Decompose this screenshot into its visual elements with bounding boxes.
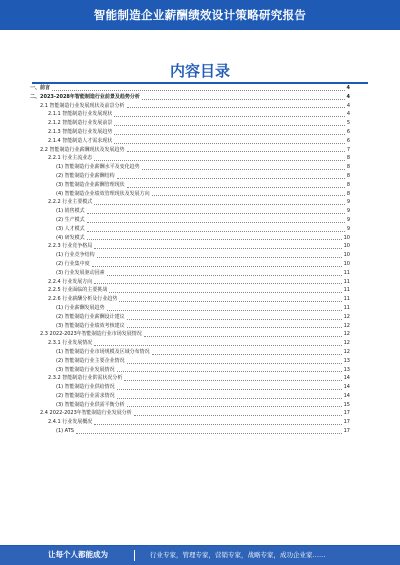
toc-leader-dots	[127, 327, 342, 328]
toc-entry[interactable]	[30, 348, 350, 357]
toc-leader-dots	[117, 398, 342, 399]
toc-entry-label: 2.1.2 智能制造行业发展前景	[48, 120, 113, 127]
toc-entry[interactable]	[30, 418, 350, 427]
toc-leader-dots	[76, 433, 342, 434]
toc-entry-page: 9	[346, 225, 350, 232]
toc-leader-dots	[97, 257, 342, 258]
toc-entry-label: (1) ATS	[56, 428, 74, 435]
toc-entry[interactable]	[30, 269, 350, 278]
toc-entry-label: (3) 智能制造行业供需平衡分析	[56, 401, 125, 408]
toc-entry-label: (2) 智能制造行业薪酬结构	[56, 172, 115, 179]
toc-entry-label: (1) 智能制造行业薪酬水平及变化趋势	[56, 164, 140, 171]
toc-entry-label: 2.1 智能制造行业发展现状及前景分析	[40, 102, 125, 109]
toc-entry-page: 9	[346, 216, 350, 223]
toc-leader-dots	[52, 90, 345, 91]
toc-entry-page: 4	[346, 102, 350, 109]
toc-leader-dots	[107, 275, 342, 276]
toc-entry[interactable]	[30, 374, 350, 383]
toc-entry[interactable]	[30, 190, 350, 199]
toc-leader-dots	[127, 107, 345, 108]
toc-entry[interactable]	[30, 225, 350, 234]
toc-entry-page: 11	[343, 287, 350, 294]
toc-leader-dots	[124, 380, 341, 381]
toc-entry-label: (1) 销售模式	[56, 208, 85, 215]
toc-leader-dots	[87, 239, 342, 240]
toc-entry-page: 17	[343, 419, 350, 426]
toc-entry-page: 15	[343, 401, 350, 408]
toc-entry[interactable]	[30, 154, 350, 163]
toc-entry[interactable]	[30, 181, 350, 190]
table-of-contents	[30, 84, 350, 436]
toc-entry-page: 4	[346, 93, 350, 100]
toc-entry-page: 13	[343, 366, 350, 373]
toc-entry-label: (3) 智能制造行业绩效考核建议	[56, 322, 125, 329]
toc-entry-label: (2) 智能制造行业需求情况	[56, 392, 115, 399]
toc-leader-dots	[92, 266, 342, 267]
toc-entry-page: 10	[343, 252, 350, 259]
toc-entry-page: 8	[346, 164, 350, 171]
toc-entry-page: 13	[343, 357, 350, 364]
toc-entry-page: 4	[346, 111, 350, 118]
toc-entry-label: 2.2.4 行业发展方向	[48, 278, 93, 285]
footer-separator	[134, 550, 135, 561]
toc-entry[interactable]	[30, 313, 350, 322]
toc-entry-page: 11	[343, 296, 350, 303]
toc-leader-dots	[127, 187, 345, 188]
toc-entry[interactable]	[30, 251, 350, 260]
toc-leader-dots	[107, 310, 342, 311]
toc-leader-dots	[127, 151, 345, 152]
toc-leader-dots	[134, 415, 342, 416]
toc-leader-dots	[117, 389, 342, 390]
toc-entry-page: 9	[346, 199, 350, 206]
toc-leader-dots	[87, 222, 345, 223]
toc-entry-page: 11	[343, 304, 350, 311]
toc-leader-dots	[94, 345, 341, 346]
toc-entry-label: (3) 人才模式	[56, 225, 85, 232]
toc-leader-dots	[114, 116, 344, 117]
toc-entry-page: 8	[346, 155, 350, 162]
toc-entry[interactable]	[30, 383, 350, 392]
toc-entry-page: 8	[346, 190, 350, 197]
toc-entry[interactable]	[30, 260, 350, 269]
toc-entry[interactable]	[30, 110, 350, 119]
toc-entry-label: 2.1.3 智能制造行业发展趋势	[48, 128, 113, 135]
toc-entry-label: 一、前言	[30, 85, 51, 91]
toc-entry-label: (4) 智能制造企业绩效管理现状及发展方向	[56, 190, 150, 197]
toc-entry-label: 2.1.4 智能制造人才需求现状	[48, 137, 113, 144]
toc-entry[interactable]	[30, 242, 350, 251]
toc-entry-page: 10	[343, 243, 350, 250]
toc-entry-page: 5	[346, 120, 350, 127]
toc-entry[interactable]	[30, 216, 350, 225]
toc-entry-label: 2.2 智能制造行业薪酬现状及发展趋势	[40, 146, 125, 153]
toc-entry[interactable]	[30, 357, 350, 366]
footer-tagline: 行业专家，管理专家，营销专家，战略专家，成功企业家……	[150, 551, 326, 559]
toc-entry-page: 10	[343, 234, 350, 241]
toc-entry[interactable]	[30, 102, 350, 111]
toc-leader-dots	[127, 319, 342, 320]
toc-entry[interactable]	[30, 366, 350, 375]
toc-entry-label: (2) 智能制造行业薪酬设计建议	[56, 313, 125, 320]
toc-entry-page: 7	[346, 146, 350, 153]
toc-entry[interactable]	[30, 392, 350, 401]
toc-entry-page: 12	[343, 331, 350, 338]
toc-entry[interactable]	[30, 304, 350, 313]
toc-entry-page: 8	[346, 181, 350, 188]
toc-entry-page: 14	[343, 375, 350, 382]
toc-entry[interactable]	[30, 409, 350, 418]
toc-entry[interactable]	[30, 286, 350, 295]
toc-entry-label: 2.2.1 行业主流业态	[48, 155, 93, 162]
toc-leader-dots	[94, 424, 341, 425]
toc-entry-page: 12	[343, 322, 350, 329]
toc-leader-dots	[119, 301, 341, 302]
toc-entry-label: (3) 智能制造行业发展情况	[56, 366, 115, 373]
toc-entry[interactable]	[30, 93, 350, 102]
toc-leader-dots	[142, 169, 345, 170]
toc-entry[interactable]	[30, 207, 350, 216]
report-header	[0, 0, 400, 30]
footer-slogan: 让每个人都能成为	[48, 550, 108, 559]
toc-entry[interactable]	[30, 146, 350, 155]
toc-entry[interactable]	[30, 401, 350, 410]
toc-leader-dots	[94, 204, 345, 205]
report-title: 智能制造企业薪酬绩效设计策略研究报告	[93, 8, 307, 22]
toc-entry-label: (2) 生产模式	[56, 216, 85, 223]
toc-entry-label: 2.1.1 智能制造行业发展现状	[48, 111, 113, 118]
toc-entry-label: (1) 智能制造行业市场规模及区域分布情况	[56, 348, 150, 355]
toc-entry-label: 二、2023-2028年智能制造行业前景及趋势分析	[30, 93, 140, 100]
toc-entry-label: (1) 行业竞争结构	[56, 252, 95, 259]
toc-entry-label: (2) 行业集中度	[56, 260, 90, 267]
toc-entry-page: 6	[346, 128, 350, 135]
toc-leader-dots	[87, 213, 345, 214]
toc-entry[interactable]	[30, 295, 350, 304]
toc-entry-page: 11	[343, 278, 350, 285]
toc-entry-page: 8	[346, 172, 350, 179]
toc-entry-page: 17	[343, 410, 350, 417]
toc-entry-label: (4) 研发模式	[56, 234, 85, 241]
toc-entry[interactable]	[30, 128, 350, 137]
toc-entry-page: 10	[343, 260, 350, 267]
toc-entry-label: (1) 行业薪酬发展趋势	[56, 304, 105, 311]
toc-entry-page: 14	[343, 384, 350, 391]
toc-entry[interactable]	[30, 163, 350, 172]
toc-heading: 内容目录	[169, 62, 230, 80]
toc-entry[interactable]	[30, 119, 350, 128]
toc-entry[interactable]	[30, 172, 350, 181]
toc-entry-label: 2.3.2 智能制造行业供需状况分析	[48, 375, 123, 382]
toc-entry-label: (3) 智能制造企业薪酬管理现状	[56, 181, 125, 188]
toc-entry[interactable]	[30, 330, 350, 339]
toc-leader-dots	[152, 354, 342, 355]
toc-leader-dots	[144, 336, 342, 337]
toc-leader-dots	[94, 283, 341, 284]
toc-leader-dots	[127, 406, 342, 407]
toc-leader-dots	[114, 125, 344, 126]
toc-entry-page: 11	[343, 269, 350, 276]
toc-leader-dots	[94, 160, 345, 161]
toc-entry-page: 14	[343, 392, 350, 399]
toc-entry-page: 4	[346, 85, 350, 91]
toc-entry[interactable]	[30, 322, 350, 331]
toc-entry-page: 12	[343, 313, 350, 320]
toc-leader-dots	[152, 195, 345, 196]
toc-leader-dots	[109, 292, 341, 293]
toc-entry[interactable]	[30, 198, 350, 207]
toc-entry[interactable]	[30, 427, 350, 436]
toc-entry[interactable]	[30, 137, 350, 146]
toc-entry[interactable]	[30, 84, 350, 93]
toc-leader-dots	[114, 143, 344, 144]
toc-leader-dots	[127, 363, 342, 364]
toc-entry-label: 2.2.5 行业面临的主要挑战	[48, 287, 108, 294]
toc-entry-page: 9	[346, 208, 350, 215]
page-footer	[0, 546, 400, 565]
toc-entry-label: 2.3 2022-2023年智能制造行业市场发展情况	[40, 331, 142, 338]
toc-entry-page: 6	[346, 137, 350, 144]
toc-entry[interactable]	[30, 234, 350, 243]
toc-leader-dots	[114, 134, 344, 135]
toc-entry[interactable]	[30, 339, 350, 348]
toc-entry-page: 12	[343, 340, 350, 347]
toc-leader-dots	[142, 99, 345, 100]
toc-entry-label: 2.2.6 行业薪酬分析及行业趋势	[48, 296, 118, 303]
toc-entry-label: (1) 智能制造行业供给情况	[56, 384, 115, 391]
toc-leader-dots	[94, 248, 341, 249]
toc-entry-label: (2) 智能制造行业主要企业情况	[56, 357, 125, 364]
toc-leader-dots	[117, 178, 345, 179]
toc-leader-dots	[87, 231, 345, 232]
toc-entry-label: 2.4.1 行业发展概况	[48, 419, 93, 426]
toc-entry[interactable]	[30, 278, 350, 287]
toc-entry-label: 2.2.2 行业主要模式	[48, 199, 93, 206]
toc-entry-label: 2.4 2022-2023年智能制造行业发展分析	[40, 410, 132, 417]
toc-entry-label: (3) 行业发展驱动因素	[56, 269, 105, 276]
toc-leader-dots	[117, 371, 342, 372]
toc-entry-page: 17	[343, 428, 350, 435]
toc-entry-page: 12	[343, 348, 350, 355]
toc-entry-label: 2.2.3 行业竞争格局	[48, 243, 93, 250]
toc-entry-label: 2.3.1 行业发展情况	[48, 340, 93, 347]
